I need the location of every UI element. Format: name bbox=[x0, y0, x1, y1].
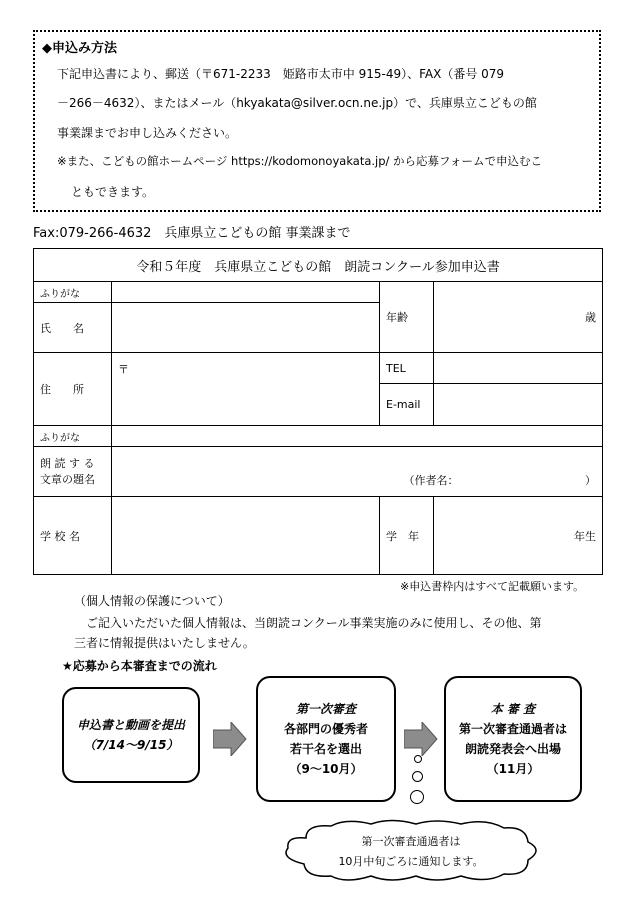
step-apply-line-1: 申込書と動画を提出 bbox=[76, 718, 185, 732]
thought-bubble-dot bbox=[414, 755, 422, 763]
furigana-label: ふりがな bbox=[34, 282, 112, 303]
tel-field[interactable] bbox=[434, 353, 603, 384]
email-field[interactable] bbox=[434, 384, 603, 426]
step-final-review-line-3: （11月） bbox=[486, 762, 540, 776]
method-line-5: ともできます。 bbox=[71, 185, 155, 199]
email-label: E-mail bbox=[380, 384, 434, 426]
step-final-review-title: 本 審 査 bbox=[490, 702, 536, 716]
cloud-text bbox=[276, 832, 546, 872]
address-label: 住 所 bbox=[34, 353, 112, 426]
method-line-3: 事業課までお申し込みください。 bbox=[57, 126, 238, 140]
school-label: 学 校 名 bbox=[34, 497, 112, 575]
step-apply-box bbox=[62, 687, 200, 783]
method-line-2: －266－4632）、またはメール（hkyakata@silver.ocn.ne.jp）で、兵庫県立こどもの館 bbox=[57, 96, 537, 110]
method-line-1: 下記申込書により、郵送（〒671-2233 姫路市太市中 915-49）、FAX（番号 079 bbox=[57, 67, 505, 81]
address-field[interactable] bbox=[112, 353, 380, 426]
method-title: ◆申込み方法 bbox=[42, 41, 117, 56]
flow-heading: ★応募から本審査までの流れ bbox=[62, 659, 217, 673]
thought-bubble-dot bbox=[412, 771, 423, 782]
grade-label: 学 年 bbox=[380, 497, 434, 575]
privacy-heading: （個人情報の保護について） bbox=[74, 594, 230, 608]
name-label: 氏 名 bbox=[34, 303, 112, 353]
reading-title-label-line1: 朗 読 す る bbox=[40, 456, 95, 470]
grade-field[interactable] bbox=[434, 497, 603, 575]
cloud-line-1: 第一次審査通過者は bbox=[361, 835, 461, 848]
application-form bbox=[33, 248, 603, 575]
age-unit: 歳 bbox=[585, 311, 597, 324]
form-note: ※申込書枠内はすべて記載願います。 bbox=[400, 580, 585, 593]
privacy-line-2: 三者に情報提供はいたしません。 bbox=[74, 636, 255, 650]
step-final-review-box bbox=[444, 676, 582, 802]
step-final-review-line-1: 第一次審査通過者は bbox=[458, 722, 567, 736]
step-apply-line-2: （7/14～9/15） bbox=[83, 738, 179, 752]
cloud-line-2: 10月中旬ごろに通知します。 bbox=[338, 855, 484, 868]
author-field: （作者名： ） bbox=[403, 474, 597, 487]
age-label: 年齢 bbox=[380, 282, 434, 353]
arrow-right-icon bbox=[213, 722, 247, 756]
step-first-review-line-2: 若干名を選出 bbox=[289, 742, 362, 756]
name-field[interactable] bbox=[112, 303, 380, 353]
application-method-box bbox=[33, 30, 601, 212]
reading-title-field[interactable] bbox=[112, 447, 603, 497]
step-first-review-line-3: （9～10月） bbox=[289, 762, 363, 776]
postal-mark: 〒 bbox=[118, 363, 129, 376]
fax-line: Fax:079-266-4632 兵庫県立こどもの館 事業課まで bbox=[33, 226, 351, 241]
age-field[interactable] bbox=[434, 282, 603, 353]
furigana-field[interactable] bbox=[112, 282, 380, 303]
school-field[interactable] bbox=[112, 497, 380, 575]
step-final-review-line-2: 朗読発表会へ出場 bbox=[464, 742, 561, 756]
grade-unit: 年生 bbox=[574, 529, 597, 543]
step-first-review-title: 第一次審査 bbox=[295, 702, 356, 716]
method-line-4: ※また、こどもの館ホームページ https://kodomonoyakata.jp/ から応募フォームで申込むこ bbox=[57, 154, 542, 168]
step-first-review-box bbox=[256, 676, 396, 802]
step-first-review-line-1: 各部門の優秀者 bbox=[283, 722, 368, 736]
furigana2-field[interactable] bbox=[112, 426, 603, 447]
furigana2-label: ふりがな bbox=[34, 426, 112, 447]
thought-bubble-dot bbox=[410, 790, 424, 804]
reading-title-label-line2: 文章の題名 bbox=[40, 472, 95, 486]
arrow-right-icon bbox=[404, 722, 438, 756]
privacy-line-1: ご記入いただいた個人情報は、当朗読コンクール事業実施のみに使用し、その他、第 bbox=[86, 616, 542, 630]
form-title: 令和５年度 兵庫県立こどもの館 朗読コンクール参加申込書 bbox=[34, 249, 603, 282]
reading-title-label bbox=[34, 447, 112, 497]
tel-label: TEL bbox=[380, 353, 434, 384]
